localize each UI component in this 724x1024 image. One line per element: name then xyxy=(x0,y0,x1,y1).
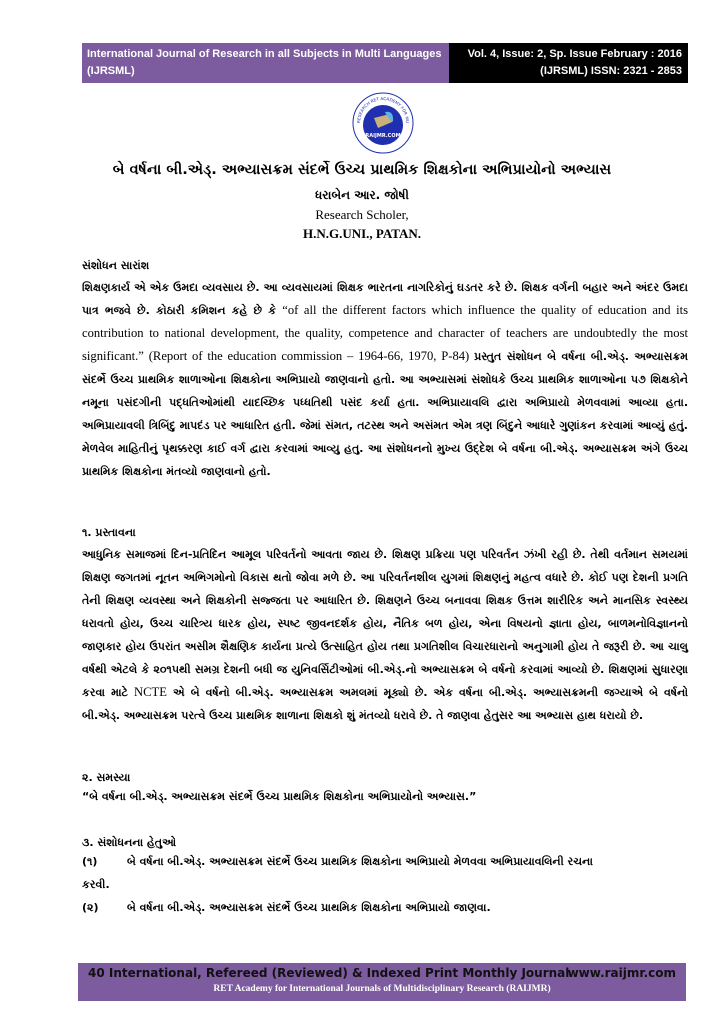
paper-title: બે વર્ષના બી.એડ્. અભ્યાસક્રમ સંદર્ભે ઉચ્ચ પ્રાથમિક શિક્ષકોના અભિપ્રાયોનો અભ્યાસ xyxy=(112,161,612,178)
logo-center-text: RAIJMR.COM xyxy=(365,133,401,139)
issue-block xyxy=(449,43,688,83)
journal-description: International, Refereed (Reviewed) & Indexed Print Monthly Journal xyxy=(108,966,570,980)
author-institution: H.N.G.UNI., PATAN. xyxy=(302,226,422,241)
author-role: Research Scholer, xyxy=(315,207,409,222)
section2-heading: ૨. સમસ્યા xyxy=(82,771,131,784)
publisher-name: RET Academy for International Journals of Multidisciplinary Research (RAIJMR) xyxy=(213,984,551,994)
objective-text-continued: કરવી. xyxy=(82,878,110,891)
journal-footer xyxy=(78,963,686,1001)
abstract-text-gu-1: શિક્ષણકાર્ય એ એક ઉમદા વ્યવસાય છે. આ વ્યવસાયમાં શિક્ષક ભારતના નાગરિકોનું ઘડતર કરે છે. શિક્ષક વર્ગની બહાર અને અંદર ઉમદા પાત્ર ભજવે છે. કોઠારી કમિશન કહે છે કે xyxy=(82,281,688,317)
journal-name: International Journal of Research in all Subjects in Multi Languages xyxy=(87,48,442,60)
intro-text-b: એ બે વર્ષનો બી.એડ્. અભ્યાસક્રમ અમલમાં મૂક્યો છે. એક વર્ષના બી.એડ્. અભ્યાસક્રમની જગ્યાએ બે વર્ષનો બી.એડ્. અભ્યાસક્રમ પરત્વે ઉચ્ચ પ્રાથમિક શાળાના શિક્ષકો શું મંતવ્યો ધરાવે છે. તે જાણવા હેતુસર આ અભ્યાસ હાથ ધરાયો છે. xyxy=(82,686,688,722)
footer-journal-desc xyxy=(88,966,569,980)
section3-heading: ૩. સંશોધનના હેતુઓ xyxy=(82,836,177,849)
abstract-heading: સંશોધન સારાંશ xyxy=(82,259,150,272)
section1-heading: ૧. પ્રસ્તાવના xyxy=(82,526,136,539)
problem-statement: “બે વર્ષના બી.એડ્. અભ્યાસક્રમ સંદર્ભે ઉચ્ચ પ્રાથમિક શિક્ષકોના અભિપ્રાયોનો અભ્યાસ.” xyxy=(82,790,477,803)
objective-text: બે વર્ષના બી.એડ્. અભ્યાસક્રમ સંદર્ભે ઉચ્ચ પ્રાથમિક શિક્ષકોના અભિપ્રાયો મેળવવા અભિપ્રાયાવલિની રચના xyxy=(127,855,593,868)
journal-header xyxy=(82,43,688,83)
author-name: ધરાબેન આર. જોષી xyxy=(315,188,409,202)
objective-item-1 xyxy=(82,850,688,896)
issn-info: (IJRSML) ISSN: 2321 - 2853 xyxy=(540,65,682,77)
journal-website-link[interactable]: www.raijmr.com xyxy=(567,966,676,980)
objective-item-2 xyxy=(82,896,688,919)
intro-text-a: આધુનિક સમાજમાં દિન-પ્રતિદિન આમૂલ પરિવર્તનો આવતા જાય છે. શિક્ષણ પ્રક્રિયા પણ પરિવર્તન ઝંખી રહી છે. તેથી વર્તમાન સમયમાં શિક્ષણ જગતમાં નૂતન અભિગમોનો વિકાસ થતો જોવા મળે છે. આ પરિવર્તનશીલ યુગમાં શિક્ષણનું મહત્વ વધારે છે. કોઈ પણ દેશની પ્રગતિ તેની શિક્ષણ વ્યવસ્થા અને શિક્ષકોની સજ્જતા પર આધારિત છે. શિક્ષણને ઉચ્ચ બનાવવા શિક્ષક ઉત્તમ શારીરિક અને માનસિક સ્વસ્થ્ય ધરાવતો હોય, ઉચ્ચ ચારિત્ર્ય ધારક હોય, સ્પષ્ટ જીવનદર્શક હોય, નૈતિક બળ હોય, એના વિષયનો જ્ઞાતા હોય, બાળમનોવિજ્ઞાનનો જાણકાર હોય ઉપરાંત અસીમ શૈક્ષણિક કાર્યના પ્રત્યે ઉત્સાહિત હોય તથા પ્રગતિશીલ વિચારધારાનો અનુગામી હોય તે જરૂરી છે. આ ચાલુ વર્ષથી એટલે કે ૨૦૧૫થી સમગ્ર દેશની બધી જ યુનિવર્સિટીઓમાં બી.એડ્.નો અભ્યાસક્રમ બે વર્ષનો કરવામાં આવ્યો છે. શિક્ષણમાં સુધારણા કરવા માટે xyxy=(82,548,688,699)
journal-logo xyxy=(352,92,414,154)
abstract-text-gu-2: પ્રસ્તુત સંશોધન બે વર્ષના બી.એડ્. અભ્યાસક્રમ સંદર્ભે ઉચ્ચ પ્રાથમિક શાળાઓના શિક્ષકોના અભિપ્રાયો જાણવાનો હતો. આ અભ્યાસમાં સંશોધકે ઉચ્ચ પ્રાથમિક શાળાઓના ૫૭ શિક્ષકોને નમૂના પસંદગીની પદ્ધતિઓમાંથી યાદચ્છિક પધ્ધતિથી પસંદ કર્યા હતા. અભિપ્રાયાવલિ દ્વારા અભિપ્રાયો મેળવવામાં આવ્યા હતા. અભિપ્રાયાવલી ત્રિબિંદુ માપદંડ પર આધારિત હતી. જેમાં સંમત, તટસ્થ અને અસંમત એમ ત્રણ બિંદુને આધારે ગુણાંકન કરવામાં આવ્યું હતું. મેળવેલ માહિતીનું પૃથક્કરણ કાઈ વર્ગ દ્વારા કરવામાં આવ્યુ હતુ. આ સંશોધનનો મુખ્ય ઉદ્દેશ બે વર્ષના બી.એડ્. અભ્યાસક્રમ અંગે ઉચ્ચ પ્રાથમિક શિક્ષકોના મંતવ્યો જાણવાનો હતો. xyxy=(82,350,688,478)
introduction-paragraph xyxy=(82,543,688,727)
issue-info: Vol. 4, Issue: 2, Sp. Issue February : 2016 xyxy=(467,48,682,60)
intro-ncte: NCTE xyxy=(134,685,167,699)
journal-name-block xyxy=(82,43,449,83)
objective-text: બે વર્ષના બી.એડ્. અભ્યાસક્રમ સંદર્ભે ઉચ્ચ પ્રાથમિક શિક્ષકોના અભિપ્રાયો જાણવા. xyxy=(127,901,491,914)
page-number: 40 xyxy=(88,966,105,980)
logo-ring-text: RESEARCH RET ACADEMY FOR MU xyxy=(355,95,411,124)
objective-number: (૧) xyxy=(82,855,98,868)
objective-number: (૨) xyxy=(82,901,99,914)
journal-abbrev: (IJRSML) xyxy=(87,65,135,77)
abstract-quote-en: “of all the different factors which influence the quality of education and its contribution to national development, the quality, competence and character of teachers are undoubtedly the most significant.” (Report of the education commission – 1964-66, 1970, P-84) xyxy=(82,303,688,363)
abstract-paragraph xyxy=(82,276,688,483)
